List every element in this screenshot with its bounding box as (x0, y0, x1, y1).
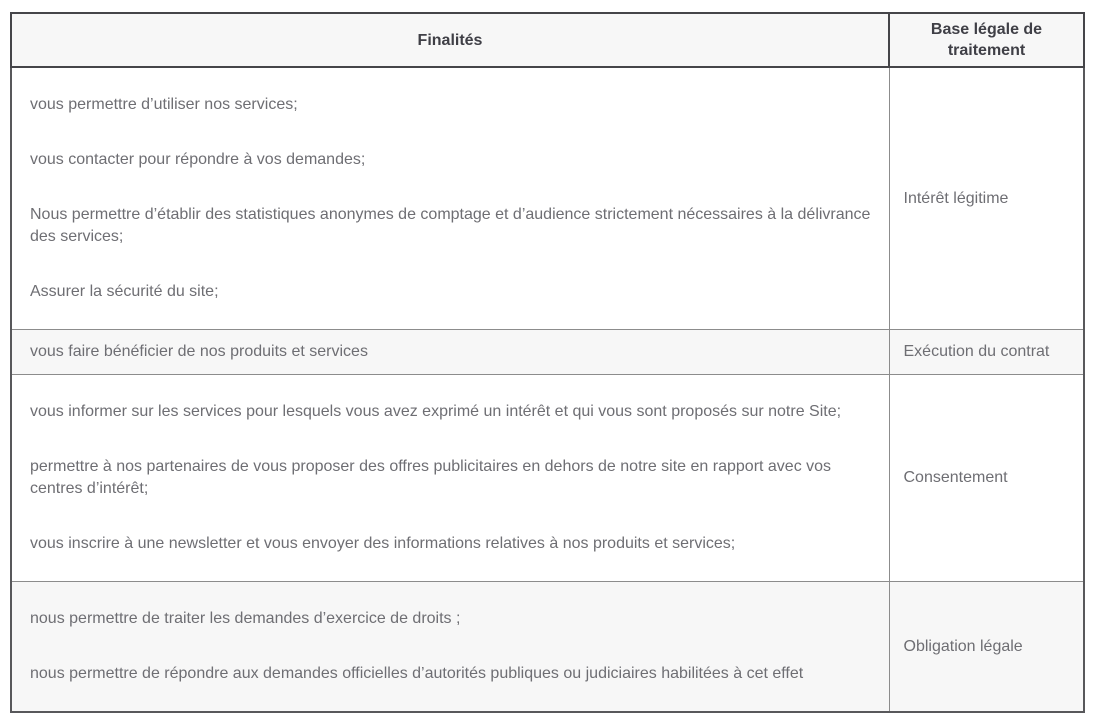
legal-basis-cell: Consentement (889, 375, 1084, 582)
purposes-cell (11, 582, 889, 713)
purposes-cell (11, 330, 889, 375)
legal-basis-cell: Intérêt légitime (889, 67, 1084, 330)
purpose-text: nous permettre de traiter les demandes d’exercice de droits ; (30, 610, 461, 627)
purpose-text: nous permettre de répondre aux demandes officielles d’autorités publiques ou judiciaires habilitées à cet effet (30, 665, 804, 682)
purpose-text: permettre à nos partenaires de vous proposer des offres publicitaires en dehors de notre site en rapport avec vos centres d’intérêt; (30, 458, 832, 497)
legal-basis-table (10, 12, 1085, 713)
table-row (11, 67, 1084, 330)
purpose-text: vous inscrire à une newsletter et vous envoyer des informations relatives à nos produits et services; (30, 535, 736, 552)
legal-basis-table-container (10, 12, 1083, 713)
table-header-row (11, 13, 1084, 67)
purpose-text: vous contacter pour répondre à vos demandes; (30, 151, 366, 168)
column-header-base-legale: Base légale de traitement (889, 13, 1084, 67)
table-row (11, 582, 1084, 713)
purpose-text: Nous permettre d’établir des statistiques anonymes de comptage et d’audience strictement nécessaires à la délivrance des services; (30, 206, 871, 245)
purpose-text: vous faire bénéficier de nos produits et services (30, 343, 368, 360)
purpose-text: vous informer sur les services pour lesquels vous avez exprimé un intérêt et qui vous sont proposés sur notre Site; (30, 403, 842, 420)
table-row (11, 375, 1084, 582)
legal-basis-cell: Exécution du contrat (889, 330, 1084, 375)
table-row (11, 330, 1084, 375)
column-header-finalites: Finalités (11, 13, 889, 67)
purpose-text: vous permettre d’utiliser nos services; (30, 96, 298, 113)
purposes-cell (11, 375, 889, 582)
legal-basis-cell: Obligation légale (889, 582, 1084, 713)
purpose-text: Assurer la sécurité du site; (30, 283, 219, 300)
purposes-cell (11, 67, 889, 330)
